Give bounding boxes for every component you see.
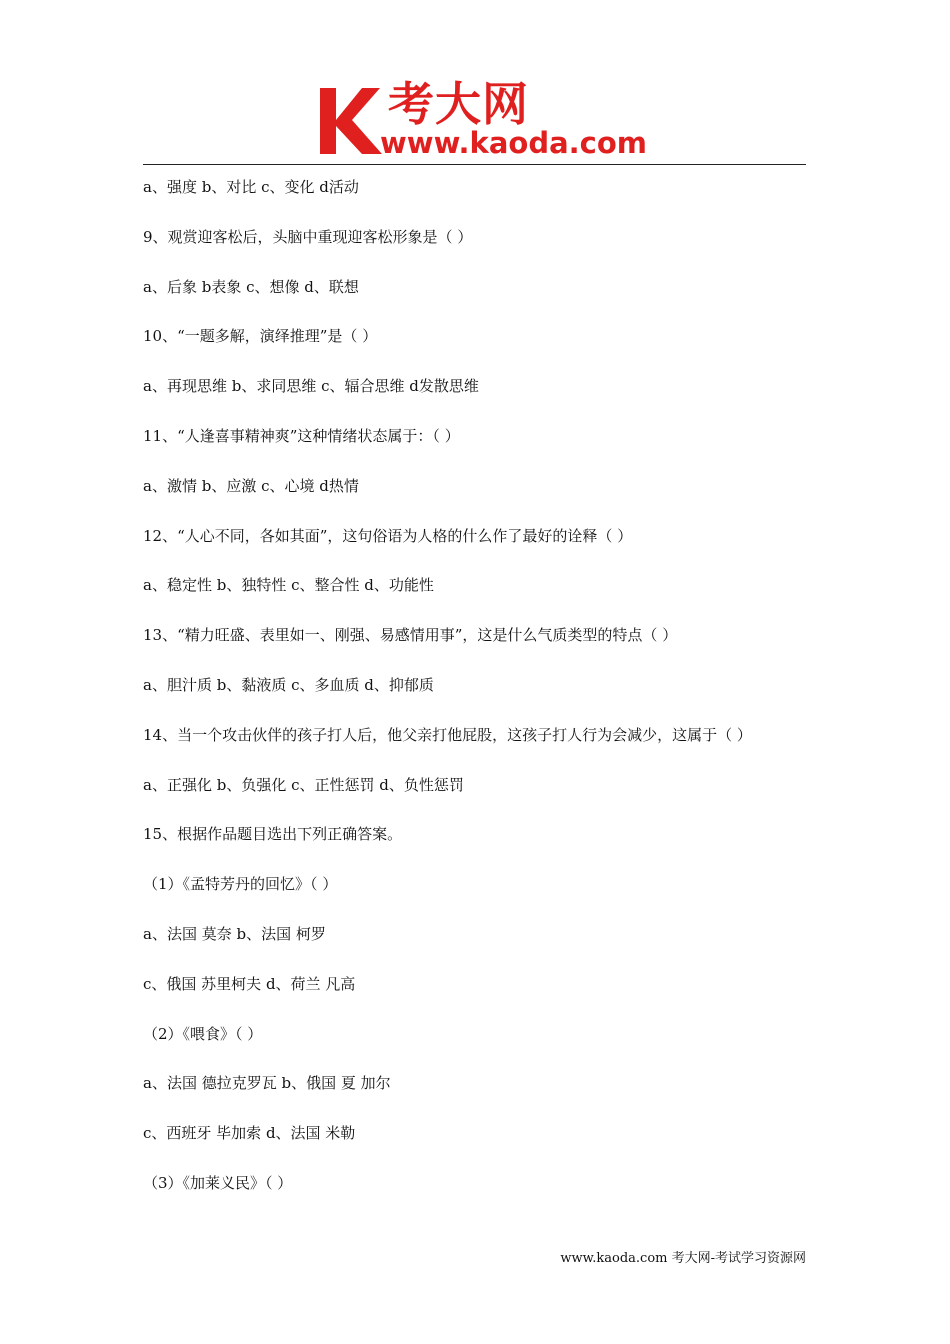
- options-line: a、激情 b、应激 c、心境 d热情: [143, 476, 359, 495]
- options-line: a、法国 德拉克罗瓦 b、俄国 夏 加尔: [143, 1074, 391, 1093]
- question-line: 14、当一个攻击伙伴的孩子打人后，他父亲打他屁股，这孩子打人行为会减少，这属于（ ）: [143, 725, 752, 744]
- page-footer: www.kaoda.com 考大网-考试学习资源网: [560, 1251, 806, 1266]
- options-line: a、胆汁质 b、黏液质 c、多血质 d、抑郁质: [143, 675, 434, 694]
- header-divider: [143, 164, 806, 165]
- text-line: a、强度 b、对比 c、变化 d活动: [143, 178, 359, 196]
- options-line: c、西班牙 毕加索 d、法国 米勒: [143, 1124, 356, 1143]
- options-line: c、俄国 苏里柯夫 d、荷兰 凡高: [143, 974, 356, 993]
- question-line: 10、“一题多解，演绎推理”是（ ）: [143, 327, 378, 346]
- k-letter-icon: [318, 82, 384, 158]
- sub-question-line: （1）《孟特芳丹的回忆》（ ）: [143, 875, 338, 894]
- question-line: 12、“人心不同，各如其面”，这句俗语为人格的什么作了最好的诠释（ ）: [143, 526, 633, 545]
- question-line: 11、“人逢喜事精神爽”这种情绪状态属于：（ ）: [143, 426, 460, 445]
- document-body: [143, 175, 823, 1221]
- logo-chinese-text: 考大网: [388, 77, 529, 131]
- options-line: a、法国 莫奈 b、法国 柯罗: [143, 924, 326, 943]
- options-line: a、正强化 b、负强化 c、正性惩罚 d、负性惩罚: [143, 775, 464, 794]
- question-line: 15、根据作品题目选出下列正确答案。: [143, 825, 403, 844]
- kaoda-logo: [318, 77, 647, 160]
- sub-question-line: （2）《喂食》（ ）: [143, 1024, 263, 1043]
- sub-question-line: （3）《加莱义民》（ ）: [143, 1173, 293, 1192]
- question-line: 13、“精力旺盛、表里如一、刚强、易感情用事”，这是什么气质类型的特点（ ）: [143, 626, 678, 645]
- options-line: a、再现思维 b、求同思维 c、辐合思维 d发散思维: [143, 377, 479, 396]
- options-line: a、后象 b表象 c、想像 d、联想: [143, 277, 359, 296]
- logo-url-text: www.kaoda.com: [380, 126, 647, 160]
- question-line: 9、观赏迎客松后，头脑中重现迎客松形象是（ ）: [143, 227, 473, 246]
- options-line: a、稳定性 b、独特性 c、整合性 d、功能性: [143, 576, 434, 595]
